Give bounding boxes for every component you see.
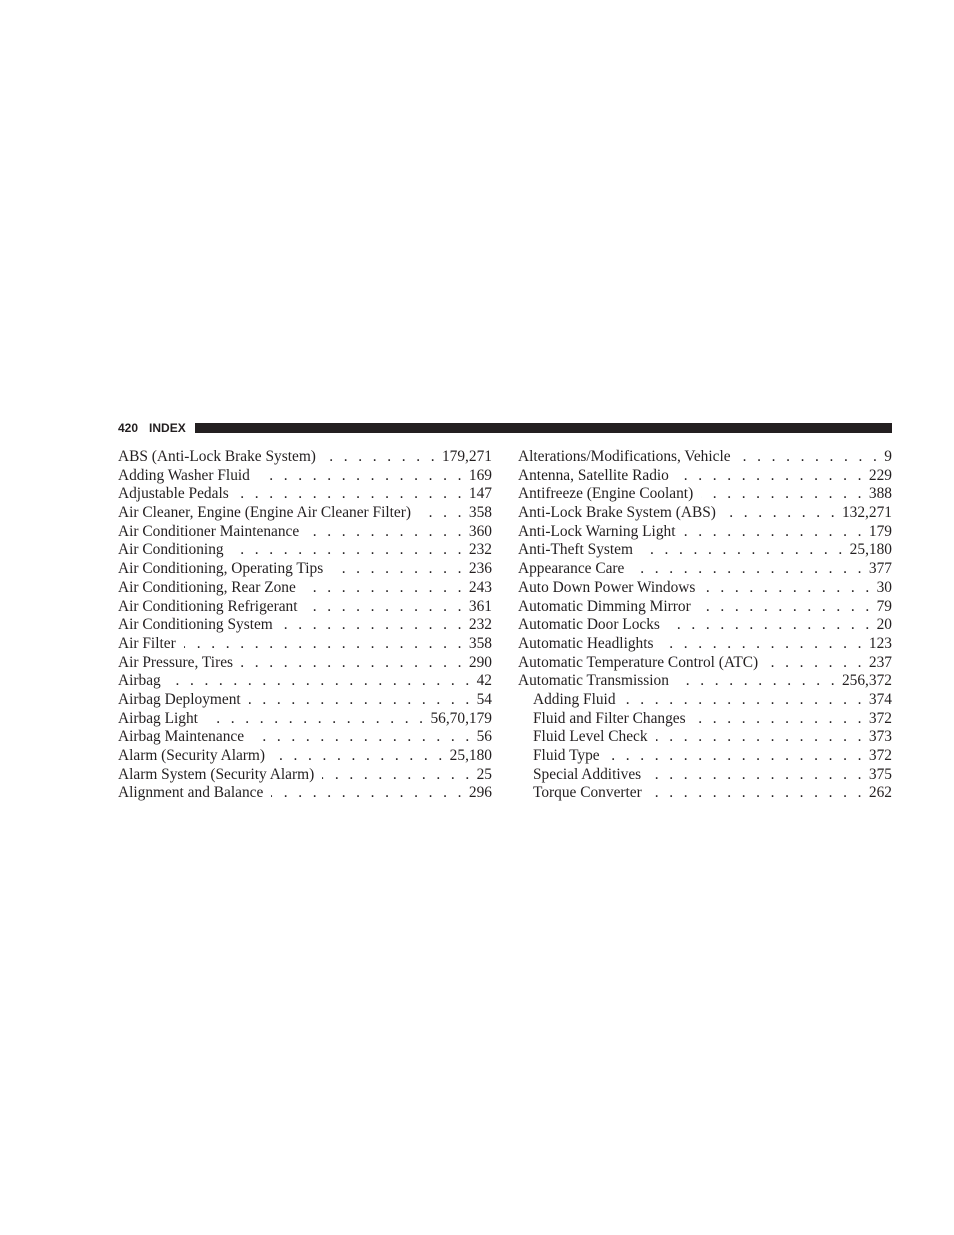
index-page-ref: 9 bbox=[884, 448, 892, 465]
index-page-ref: 388 bbox=[868, 485, 892, 503]
index-page-ref: 147 bbox=[468, 485, 492, 503]
index-entry bbox=[518, 523, 892, 542]
index-entry bbox=[118, 766, 492, 785]
index-entry bbox=[518, 541, 892, 560]
dot-leader bbox=[273, 747, 446, 766]
dot-leader bbox=[206, 710, 427, 729]
index-entry bbox=[118, 747, 492, 766]
index-entry bbox=[518, 616, 892, 635]
dot-leader bbox=[237, 485, 465, 504]
dot-leader bbox=[662, 635, 865, 654]
dot-leader bbox=[184, 635, 465, 654]
index-term: Air Conditioning Refrigerant bbox=[118, 597, 298, 615]
index-term: Alignment and Balance bbox=[118, 784, 264, 802]
index-page-ref: 25,180 bbox=[449, 747, 492, 764]
index-entry bbox=[118, 710, 492, 729]
index-term: Anti-Theft System bbox=[518, 541, 633, 559]
index-term: Air Cleaner, Engine (Engine Air Cleaner Filter) bbox=[118, 504, 411, 522]
dot-leader bbox=[304, 579, 465, 598]
index-term: Alarm (Security Alarm) bbox=[118, 747, 266, 764]
dot-leader bbox=[324, 448, 438, 467]
dot-leader bbox=[306, 598, 465, 617]
index-page-ref: 290 bbox=[468, 653, 492, 671]
index-term: Adding Fluid bbox=[533, 690, 616, 708]
index-term: Air Conditioning, Rear Zone bbox=[118, 578, 296, 596]
index-term: Air Filter bbox=[118, 634, 176, 652]
index-subentry bbox=[518, 710, 892, 729]
index-entry bbox=[518, 654, 892, 673]
dot-leader bbox=[683, 523, 864, 542]
index-page-ref: 25,180 bbox=[849, 541, 892, 559]
index-term: Auto Down Power Windows bbox=[518, 578, 696, 596]
index-page-ref: 56 bbox=[476, 728, 492, 746]
index-page-ref: 54 bbox=[476, 690, 492, 708]
dot-leader bbox=[650, 784, 865, 803]
dot-leader bbox=[701, 485, 865, 504]
index-term: Antenna, Satellite Radio bbox=[518, 466, 669, 484]
index-page-ref: 56,70,179 bbox=[430, 709, 492, 727]
index-term: Anti-Lock Brake System (ABS) bbox=[518, 504, 716, 522]
dot-leader bbox=[608, 747, 865, 766]
index-term: Torque Converter bbox=[533, 784, 642, 802]
dot-leader bbox=[766, 654, 865, 673]
dot-leader bbox=[169, 672, 473, 691]
dot-leader bbox=[641, 541, 846, 560]
index-subentry bbox=[518, 784, 892, 803]
index-page-ref: 358 bbox=[468, 504, 492, 522]
index-page-ref: 169 bbox=[468, 466, 492, 484]
index-entry bbox=[518, 485, 892, 504]
index-page-ref: 232 bbox=[468, 616, 492, 634]
dot-leader bbox=[699, 598, 873, 617]
index-term: Automatic Headlights bbox=[518, 634, 654, 652]
index-page-ref: 42 bbox=[476, 672, 492, 690]
dot-leader bbox=[649, 766, 865, 785]
index-entry bbox=[518, 635, 892, 654]
header-rule bbox=[195, 423, 892, 433]
index-entry bbox=[518, 448, 892, 467]
dot-leader bbox=[258, 467, 465, 486]
index-term: Airbag bbox=[118, 672, 161, 690]
index-page-ref: 377 bbox=[868, 560, 892, 578]
dot-leader bbox=[703, 579, 872, 598]
index-term: Fluid and Filter Changes bbox=[533, 709, 686, 727]
index-page-ref: 232 bbox=[468, 541, 492, 559]
index-page-ref: 256,372 bbox=[841, 672, 892, 690]
index-page-ref: 79 bbox=[876, 597, 892, 615]
index-term: Airbag Maintenance bbox=[118, 728, 245, 746]
index-term: Automatic Dimming Mirror bbox=[518, 597, 691, 615]
index-term: Special Additives bbox=[533, 765, 642, 783]
dot-leader bbox=[322, 766, 472, 785]
index-term: Automatic Temperature Control (ATC) bbox=[518, 653, 759, 671]
index-term: Fluid Level Check bbox=[533, 728, 648, 746]
index-page-ref: 179,271 bbox=[441, 448, 492, 465]
dot-leader bbox=[241, 654, 465, 673]
index-entry bbox=[118, 504, 492, 523]
index-entry bbox=[118, 654, 492, 673]
index-subentry bbox=[518, 766, 892, 785]
dot-leader bbox=[252, 728, 473, 747]
dot-leader bbox=[281, 616, 465, 635]
index-entry bbox=[518, 504, 892, 523]
index-page-ref: 262 bbox=[868, 784, 892, 802]
section-title: INDEX bbox=[149, 421, 186, 435]
dot-leader bbox=[668, 616, 873, 635]
index-entry bbox=[118, 523, 492, 542]
index-page-ref: 179 bbox=[868, 522, 892, 540]
index-page-ref: 372 bbox=[868, 747, 892, 764]
index-term: Automatic Door Locks bbox=[518, 616, 660, 634]
index-page-ref: 373 bbox=[868, 728, 892, 746]
index-term: Anti-Lock Warning Light bbox=[518, 522, 676, 540]
index-page-ref: 236 bbox=[468, 560, 492, 578]
dot-leader bbox=[307, 523, 465, 542]
dot-leader bbox=[677, 672, 838, 691]
index-entry bbox=[118, 598, 492, 617]
index-entry bbox=[118, 635, 492, 654]
index-page-ref: 243 bbox=[468, 578, 492, 596]
index-term: Air Conditioning, Operating Tips bbox=[118, 560, 324, 578]
index-page-ref: 360 bbox=[468, 522, 492, 540]
dot-leader bbox=[624, 691, 865, 710]
index-term: Fluid Type bbox=[533, 747, 600, 764]
dot-leader bbox=[724, 504, 838, 523]
index-term: ABS (Anti-Lock Brake System) bbox=[118, 448, 316, 465]
dot-leader bbox=[632, 560, 865, 579]
index-column-left bbox=[118, 448, 492, 803]
index-term: Adding Washer Fluid bbox=[118, 466, 250, 484]
index-term: Air Pressure, Tires bbox=[118, 653, 234, 671]
dot-leader bbox=[656, 728, 865, 747]
index-term: Airbag Deployment bbox=[118, 690, 241, 708]
page-number: 420 bbox=[118, 421, 139, 435]
index-term: Air Conditioning System bbox=[118, 616, 273, 634]
dot-leader bbox=[331, 560, 465, 579]
dot-leader bbox=[249, 691, 473, 710]
index-page-ref: 296 bbox=[468, 784, 492, 802]
index-entry bbox=[118, 728, 492, 747]
index-page-ref: 374 bbox=[868, 690, 892, 708]
index-page-ref: 132,271 bbox=[841, 504, 892, 522]
index-page-ref: 20 bbox=[876, 616, 892, 634]
index-term: Air Conditioner Maintenance bbox=[118, 522, 300, 540]
dot-leader bbox=[694, 710, 865, 729]
dot-leader bbox=[677, 467, 865, 486]
dot-leader bbox=[271, 784, 465, 803]
index-term: Alarm System (Security Alarm) bbox=[118, 765, 315, 783]
index-term: Adjustable Pedals bbox=[118, 485, 229, 503]
index-term: Antifreeze (Engine Coolant) bbox=[518, 485, 694, 503]
index-entry bbox=[118, 541, 492, 560]
index-entry bbox=[518, 579, 892, 598]
index-entry bbox=[118, 691, 492, 710]
index-page-ref: 358 bbox=[468, 634, 492, 652]
index-entry bbox=[518, 467, 892, 486]
index-entry bbox=[518, 560, 892, 579]
index-term: Airbag Light bbox=[118, 709, 198, 727]
index-subentry bbox=[518, 747, 892, 766]
index-term: Appearance Care bbox=[518, 560, 625, 578]
page-header bbox=[118, 419, 892, 437]
index-entry bbox=[118, 672, 492, 691]
index-page-ref: 375 bbox=[868, 765, 892, 783]
index-page-ref: 361 bbox=[468, 597, 492, 615]
index-entry bbox=[118, 448, 492, 467]
index-page-ref: 229 bbox=[868, 466, 892, 484]
dot-leader bbox=[419, 504, 465, 523]
index-entry bbox=[518, 598, 892, 617]
index-entry bbox=[118, 560, 492, 579]
index-term: Air Conditioning bbox=[118, 541, 224, 559]
index-page-ref: 25 bbox=[476, 765, 492, 783]
index-term: Automatic Transmission bbox=[518, 672, 669, 690]
index-term: Alterations/Modifications, Vehicle bbox=[518, 448, 731, 465]
index-page-ref: 30 bbox=[876, 578, 892, 596]
dot-leader bbox=[232, 541, 465, 560]
index-entry bbox=[518, 672, 892, 691]
dot-leader bbox=[739, 448, 881, 467]
index-subentry bbox=[518, 691, 892, 710]
index-page-ref: 372 bbox=[868, 709, 892, 727]
index-entry bbox=[118, 616, 492, 635]
index-entry bbox=[118, 467, 492, 486]
index-page-ref: 123 bbox=[868, 634, 892, 652]
index-entry bbox=[118, 485, 492, 504]
index-page-ref: 237 bbox=[868, 653, 892, 671]
index-subentry bbox=[518, 728, 892, 747]
index-entry bbox=[118, 579, 492, 598]
index-column-right bbox=[518, 448, 892, 803]
index-entry bbox=[118, 784, 492, 803]
